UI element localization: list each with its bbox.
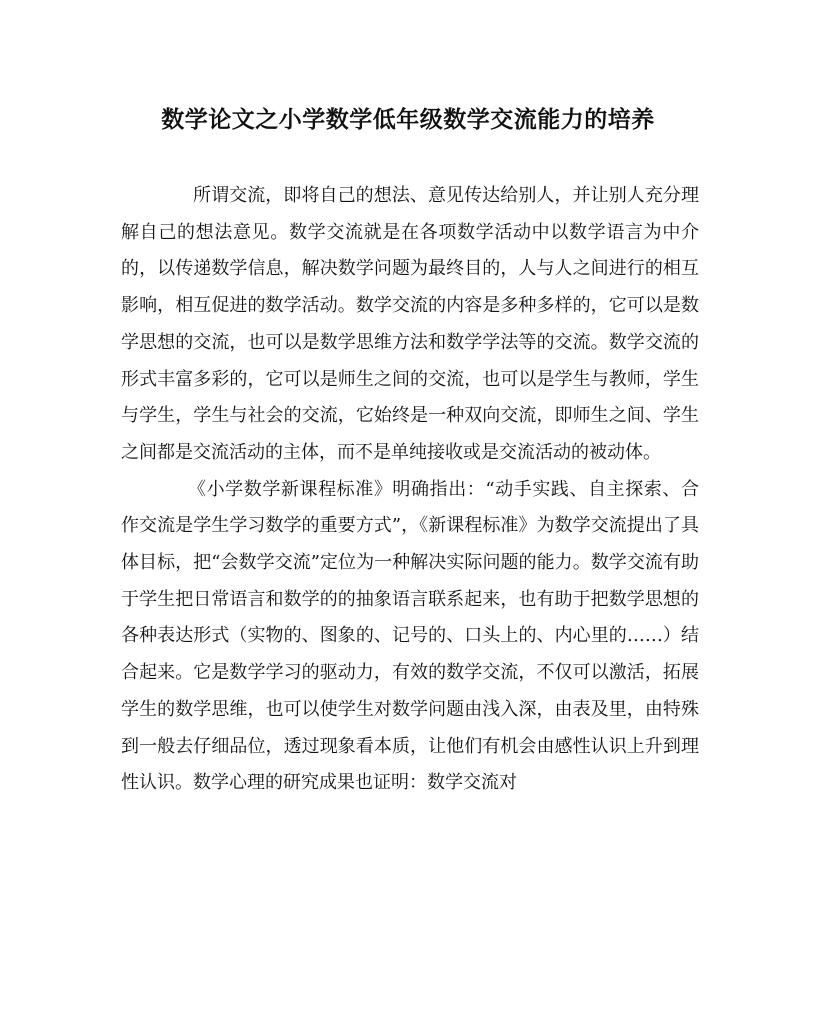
paragraph-1: 所谓交流，即将自己的想法、意见传达给别人，并让别人充分理解自己的想法意见。数学交流就是在各项数学活动中以数学语言为中介的，以传递数学信息，解决数学问题为最终目的，人与人之间进行的相互影响，相互促进的数学活动。数学交流的内容是多种多样的，它可以是数学思想的交流，也可以是数学思维方法和数学学法等的交流。数学交流的形式丰富多彩的，它可以是师生之间的交流，也可以是学生与教师，学生与学生，学生与社会的交流，它始终是一种双向交流，即师生之间、学生之间都是交流活动的主体，而不是单纯接收或是交流活动的被动体。: [121, 185, 699, 463]
paragraph-2: 《小学数学新课程标准》明确指出：“动手实践、自主探索、合作交流是学生学习数学的重要方式”，《新课程标准》为数学交流提出了具体目标，把“会数学交流”定位为一种解决实际问题的能力。数学交流有助于学生把日常语言和数学的的抽象语言联系起来，也有助于把数学思想的各种表达形式（实物的、图象的、记号的、口头上的、内心里的……）结合起来。它是数学学习的驱动力，有效的数学交流，不仅可以激活，拓展学生的数学思维，也可以使学生对数学问题由浅入深，由表及里，由特殊到一般去仔细品位，透过现象看本质，让他们有机会由感性认识上升到理性认识。数学心理的研究成果也证明：数学交流对: [121, 478, 699, 794]
document-title: 数学论文之小学数学低年级数学交流能力的培养: [161, 107, 655, 133]
document-body: [121, 178, 699, 802]
